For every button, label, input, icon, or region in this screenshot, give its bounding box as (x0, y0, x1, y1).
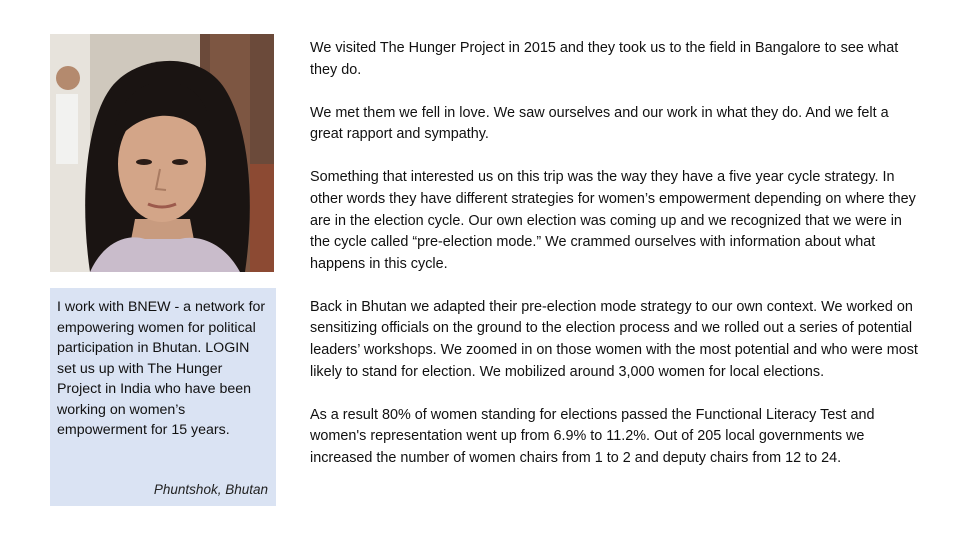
paragraph-3: Something that interested us on this trip was the way they have a five year cycle strategy. In other words they have different strategies for women’s empowerment depending on where they are in the election cycle. Our own election was coming up and we recognized that we were in the cycle called “pre-election mode.” We crammed ourselves with information about what happens in this cycle. (310, 169, 916, 272)
story-body (310, 38, 922, 491)
portrait-icon (50, 34, 274, 272)
portrait-photo (50, 34, 274, 272)
paragraph-5: As a result 80% of women standing for elections passed the Functional Literacy Test and women's representation went up from 6.9% to 11.2%. Out of 205 local governments we increased the number of women chairs from 1 to 2 and deputy chairs from 12 to 24. (310, 406, 875, 466)
quote-attribution: Phuntshok, Bhutan (153, 482, 268, 497)
paragraph-4: Back in Bhutan we adapted their pre-election mode strategy to our own context. We worked on sensitizing officials on the ground to the election process and we rolled out a series of potential leaders’ workshops. We zoomed in on those women with the most potential and who were most likely to stand for election. We mobilized around 3,000 women for local elections. (310, 298, 918, 380)
quote-box (50, 288, 276, 506)
paragraph-1: We visited The Hunger Project in 2015 and they took us to the field in Bangalore to see what they do. (310, 40, 899, 78)
quote-text: I work with BNEW - a network for empowering women for political participation in Bhutan. LOGIN set us up with The Hunger Project in India who have been working on women’s empowerment for 15 years. (57, 299, 266, 438)
paragraph-2: We met them we fell in love. We saw ourselves and our work in what they do. And we felt a great rapport and sympathy. (310, 104, 889, 143)
